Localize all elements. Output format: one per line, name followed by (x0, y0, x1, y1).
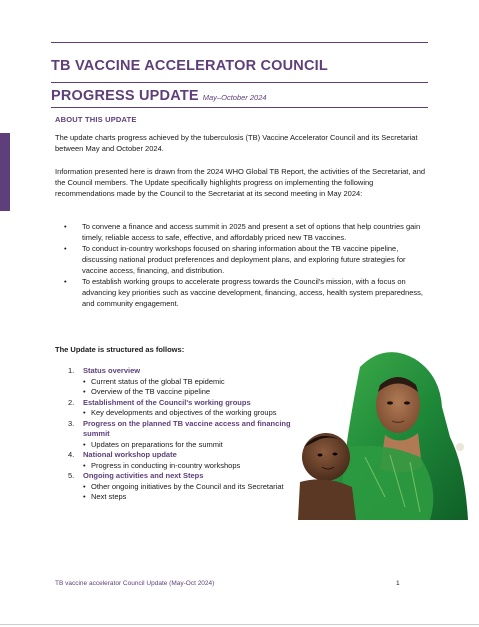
recommendation-item: • To conduct in-country workshops focused on sharing information about the TB vaccine pipeline, discussing national product preferences and deployment plans, and exploring future strategies for vaccine access, financing, and distribution. (64, 244, 406, 275)
structure-item-label: Status overview (83, 366, 141, 375)
bullet-icon: • (83, 481, 86, 491)
footer-document-title: TB vaccine accelerator Council Update (May-Oct 2024) (55, 580, 215, 587)
structure-item-label: Establishment of the Council's working groups (83, 397, 251, 407)
structure-item: 3. Progress on the planned TB vaccine access and financing summit • Updates on preparations for the summit (68, 419, 308, 451)
structure-subitem: • Other ongoing initiatives by the Council and its Secretariat (83, 481, 284, 491)
about-paragraph-1: The update charts progress achieved by the tuberculosis (TB) Vaccine Accelerator Council and its Secretariat between May and October 2024. (55, 133, 418, 153)
recommendation-item: • To convene a finance and access summit in 2025 and present a set of options that help countries gain timely, reliable access to safe, effective, and affordably priced new TB vaccines. (64, 222, 421, 242)
structure-item: 4. National workshop update • Progress in conducting in-country workshops (68, 450, 308, 471)
accent-side-bar (0, 133, 10, 211)
structure-list (68, 366, 308, 503)
structure-subitem: • Updates on preparations for the summit (83, 439, 223, 449)
structure-heading: The Update is structured as follows: (55, 345, 185, 354)
structure-subitem: • Key developments and objectives of the working groups (83, 408, 277, 417)
structure-item: 5. Ongoing activities and next Steps • Other ongoing initiatives by the Council and its Secretariat • Next steps (68, 471, 308, 503)
structure-item-label: Progress on the planned TB vaccine access and financing summit (83, 418, 291, 438)
bullet-icon: • (64, 277, 67, 286)
update-date-range: May–October 2024 (202, 93, 267, 102)
bullet-icon: • (83, 408, 86, 417)
progress-update-title (51, 88, 267, 104)
recommendations-list (55, 221, 427, 309)
bullet-icon: • (64, 222, 67, 231)
structure-subitem: • Current status of the global TB epidemic (83, 376, 225, 386)
recommendation-item: • To establish working groups to accelerate progress towards the Council's mission, with a focus on advancing key priorities such as vaccine development, financing, access, health system preparedness, and community engagement. (64, 277, 424, 308)
about-heading: ABOUT THIS UPDATE (55, 115, 137, 124)
progress-update-label: PROGRESS UPDATE (51, 88, 199, 104)
title-top-rule (51, 42, 428, 43)
structure-subitem: • Overview of the TB vaccine pipeline (83, 387, 211, 396)
bullet-icon: • (64, 244, 67, 253)
bullet-icon: • (83, 460, 86, 470)
bullet-icon: • (83, 387, 86, 396)
bullet-icon: • (83, 376, 86, 386)
title-middle-rule (51, 82, 428, 83)
structure-item: 1. Status overview • Current status of the global TB epidemic • Overview of the TB vaccine pipeline (68, 366, 308, 398)
council-title: TB VACCINE ACCELERATOR COUNCIL (51, 58, 328, 74)
mother-and-child-photo (290, 347, 468, 520)
footer-page-number: 1 (396, 580, 400, 587)
title-bottom-rule (51, 107, 428, 108)
structure-subitem: • Progress in conducting in-country workshops (83, 460, 241, 470)
about-paragraph-2: Information presented here is drawn from the 2024 WHO Global TB Report, the activities of the Secretariat, and the Council members. The Update specifically highlights progress on implementing the following recommendations made by the Council to the Secretariat at its second meeting in May 2024: (55, 167, 426, 198)
structure-item: 2. Establishment of the Council's working groups • Key developments and objectives of the working groups (68, 398, 308, 419)
bullet-icon: • (83, 492, 86, 501)
structure-subitem: • Next steps (83, 492, 127, 501)
page-bottom-edge (0, 624, 479, 625)
structure-item-label: Ongoing activities and next Steps (83, 471, 204, 480)
bullet-icon: • (83, 439, 86, 449)
structure-item-label: National workshop update (83, 450, 177, 459)
